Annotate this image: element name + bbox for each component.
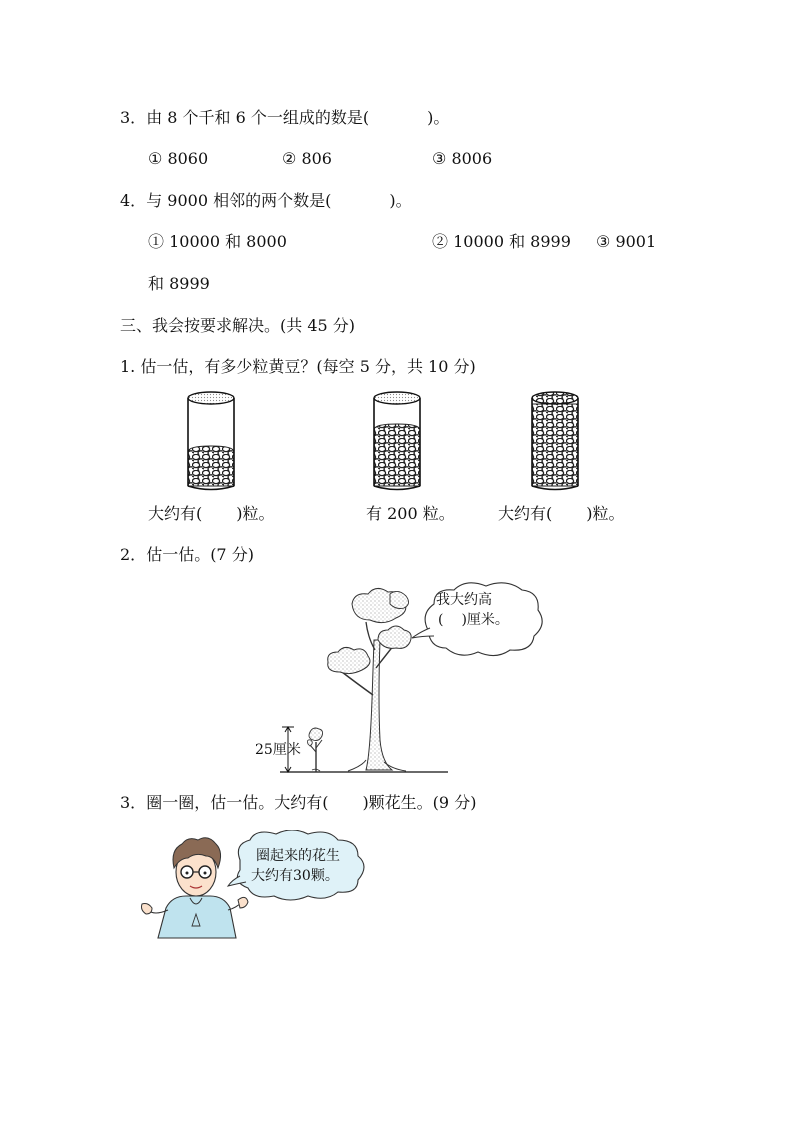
small-sapling bbox=[307, 728, 322, 772]
option-3[interactable]: ③ 9001 bbox=[596, 232, 657, 251]
question-text: 与 9000 相邻的两个数是( bbox=[146, 191, 332, 210]
jar-200-beans bbox=[368, 390, 426, 492]
jar-few-beans bbox=[182, 390, 240, 492]
problem-3: 3．圈一圈，估一估。大约有( )颗花生。(9 分) bbox=[120, 793, 477, 812]
problem-2: 2．估一估。(7 分) bbox=[120, 545, 254, 564]
jar-many-beans bbox=[526, 390, 584, 492]
option-2[interactable]: ② 10000 和 8999 bbox=[432, 232, 571, 251]
section-title: 三、我会按要求解决。(共 45 分) bbox=[120, 316, 356, 335]
question-number: 4． bbox=[120, 191, 147, 210]
option-1[interactable]: ① 8060 bbox=[148, 149, 209, 168]
option-2[interactable]: ② 806 bbox=[282, 149, 332, 168]
bubble-line-1: 圈起来的花生 bbox=[256, 848, 340, 864]
jar-1-caption: 大约有( )粒。 bbox=[148, 504, 275, 523]
pointing-hand bbox=[238, 897, 248, 908]
question-4: 4．与 9000 相邻的两个数是( )。 bbox=[120, 191, 412, 210]
option-3[interactable]: ③ 8006 bbox=[432, 149, 493, 168]
bubble-line-1: 我大约高 bbox=[436, 592, 492, 608]
jar-3-caption: 大约有( )粒。 bbox=[498, 504, 625, 523]
left-hand bbox=[142, 904, 153, 915]
bubble-line-2: ( )厘米。 bbox=[438, 612, 509, 628]
problem-1: 1. 估一估，有多少粒黄豆？(每空 5 分，共 10 分) bbox=[120, 357, 476, 376]
bubble-line-2: 大约有30颗。 bbox=[251, 868, 339, 884]
question-3: 3．由 8 个千和 6 个一组成的数是( )。 bbox=[120, 108, 450, 127]
jar-2-caption: 有 200 粒。 bbox=[366, 504, 455, 523]
question-text: 由 8 个千和 6 个一组成的数是( bbox=[146, 108, 370, 127]
bubble-tail bbox=[412, 628, 434, 638]
measure-label: 25厘米 bbox=[255, 742, 301, 758]
question-number: 3． bbox=[120, 108, 147, 127]
option-3-wrap: 和 8999 bbox=[148, 274, 210, 293]
option-1[interactable]: ① 10000 和 8000 bbox=[148, 232, 287, 251]
